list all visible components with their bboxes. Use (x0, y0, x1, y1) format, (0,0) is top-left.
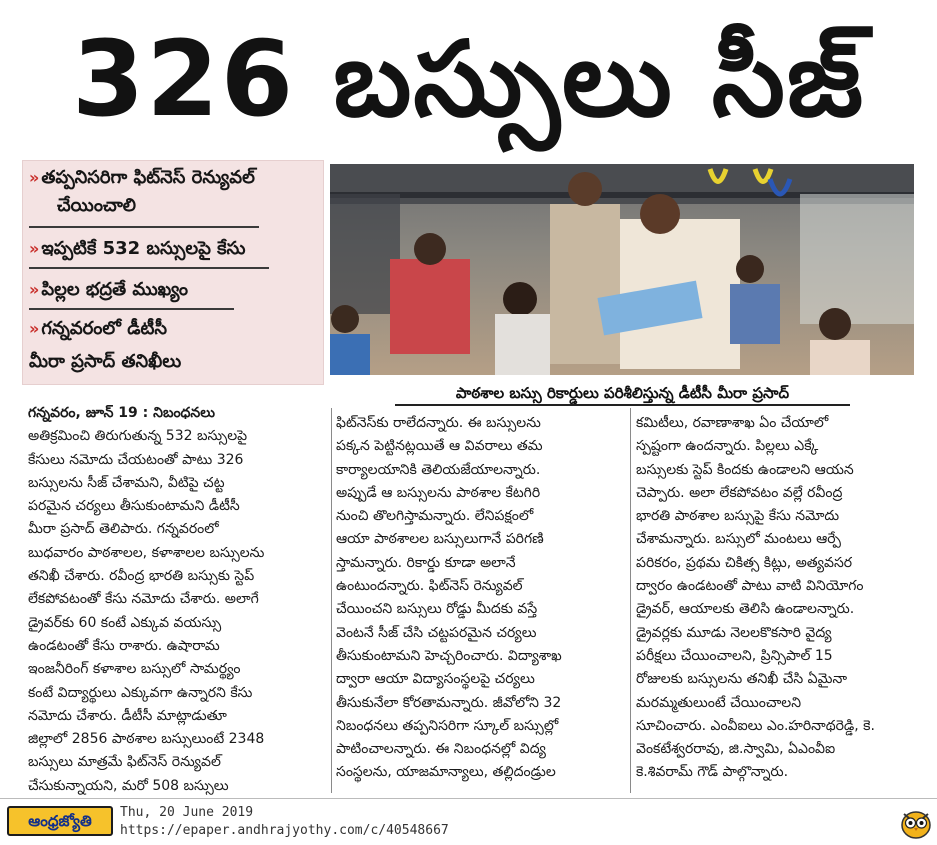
highlight-4-line1 (29, 318, 167, 343)
highlight-divider (29, 308, 234, 310)
article-line: కేసులు నమోదు చేయటంతో పాటు 326 (28, 451, 244, 468)
article-column-3 (636, 412, 921, 785)
highlights-box (22, 160, 324, 385)
highlight-text: తప్పనిసరిగా ఫిట్‌నెస్ రెన్యువల్ (41, 167, 255, 188)
article-line: బస్సులు మాత్రమే ఫిట్‌నెస్ రెన్యువల్ (28, 754, 221, 771)
double-arrow-bullet-icon: » (29, 239, 40, 258)
article-line: ఫిట్‌నెస్‌కు రాలేదన్నారు. ఈ బస్సులను (336, 415, 541, 431)
article-line: తీసుకుంటామని హెచ్చరించారు. విద్యాశాఖ (336, 647, 562, 664)
article-line: ఉండటంతో కేసు రాశారు. ఉషారామ (28, 637, 220, 654)
article-line: ఇంజనీరింగ్ కళాశాల బస్సులో సామర్థ్యం (28, 661, 241, 678)
article-line: వెంకటేశ్వరరావు, జి.స్వామి, ఏఎంవీఐ (636, 741, 836, 758)
photo-caption: పాఠశాల బస్సు రికార్డులు పరిశీలిస్తున్న డీటీసీ మీరా ప్రసాద్ (395, 380, 850, 406)
article-line: పరీక్షలు చేయించాలని, ప్రిన్సిపాల్ 15 (636, 647, 833, 664)
article-line: మరమ్మతులుంటే చేయించాలని (636, 694, 802, 711)
article-line: తనిఖీ చేశారు. రవీంద్ర భారతి బస్సుకు స్టెప్ (28, 568, 255, 585)
article-line: వెంటనే సీజ్ చేసి చట్టపరమైన చర్యలు (336, 624, 537, 641)
highlight-2 (29, 238, 245, 263)
article-line: బుధవారం పాఠశాలల, కళాశాలల బస్సులను (28, 544, 265, 561)
article-column-1 (28, 402, 326, 798)
article-line: సూచించారు. ఎంవీఐలు ఎం.హరినాథరెడ్డి, కె. (636, 717, 875, 734)
highlight-divider (29, 226, 259, 228)
article-line: అప్పుడే ఆ బస్సులను పాఠశాల కేటగిరి (336, 484, 541, 501)
article-line: కె.శివరామ్ గౌడ్ పాల్గొన్నారు. (636, 764, 789, 781)
article-line: కమిటీలు, రవాణాశాఖ ఏం చేయాలో (636, 415, 829, 431)
article-line: డ్రైవర్‌కు 60 కంటే ఎక్కువ వయస్సు (28, 614, 222, 631)
article-line: స్తామన్నారు. రికార్డు కూడా అలానే (336, 554, 516, 571)
article-line: పరమైన చర్యలు తీసుకుంటామని డీటీసీ (28, 498, 240, 515)
article-line: ఉంటుందన్నారు. ఫిట్‌నెస్ రెన్యువల్ (336, 578, 523, 595)
article-line: రోజులకు బస్సులను తనిఖీ చేసి ఏమైనా (636, 671, 847, 688)
highlight-text: ఇప్పటికే 532 బస్సులపై కేసు (41, 238, 246, 259)
highlight-text: పిల్లల భద్రతే ముఖ్యం (41, 279, 189, 300)
column-divider (630, 408, 631, 793)
news-photo (330, 164, 914, 375)
photo-illustration (330, 164, 914, 375)
article-line: నిబంధనలు తప్పనిసరిగా స్కూల్ బస్సుల్లో (336, 717, 559, 734)
article-line: బస్సులను సీజ్ చేశామని, వీటిపై చట్ట (28, 474, 225, 491)
article-line: గన్నవరం, జూన్ 19 : నిబంధనలు (28, 405, 216, 421)
article-line: జిల్లాలో 2856 పాఠశాల బస్సులుంటే 2348 (28, 731, 265, 748)
highlight-1-line2: చేయించాలి (57, 195, 137, 216)
article-line: ఆయా పాఠశాలల బస్సులుగానే పరిగణి (336, 531, 544, 548)
article-line: అతిక్రమించి తిరుగుతున్న 532 బస్సులపై (28, 428, 248, 445)
article-line: డ్రైవర్లకు మూడు నెలలకొకసారి వైద్య (636, 624, 832, 641)
article-line: ద్వారా ఆయా విద్యాసంస్థలపై చర్యలు (336, 671, 535, 688)
highlight-divider (29, 267, 269, 269)
footer-divider (0, 798, 937, 799)
owl-icon (899, 806, 933, 840)
article-line: భారతి పాఠశాల బస్సుపై కేసు నమోదు (636, 508, 840, 525)
article-column-2 (336, 412, 626, 785)
article-line: స్పష్టంగా ఉందన్నారు. పిల్లలు ఎక్కే (636, 438, 819, 455)
article-line: చేశామన్నారు. బస్సులో మంటలు ఆర్పే (636, 531, 841, 548)
article-line: సంస్థలను, యాజమాన్యాలు, తల్లిదండ్రుల (336, 764, 556, 781)
article-line: చేసుకున్నాయని, మరో 508 బస్సులు (28, 777, 229, 794)
article-line: కంటే విద్యార్థులు ఎక్కువగా ఉన్నారని కేసు (28, 684, 253, 701)
article-line: బస్సులకు స్టెప్ కిందకు ఉండాలని ఆయన (636, 461, 854, 478)
highlight-text: గన్నవరంలో డీటీసీ (41, 318, 168, 339)
edition-date: Thu, 20 June 2019 (120, 805, 254, 820)
headline: 326 బస్సులు సీజ్ (72, 18, 865, 140)
article-line: చెప్పారు. అలా లేకపోవటం వల్లే రవీంద్ర (636, 484, 843, 501)
double-arrow-bullet-icon: » (29, 168, 40, 187)
article-line: తీసుకునేలా కోరతామన్నారు. జీవోలోని 32 (336, 694, 562, 711)
highlight-1-line1 (29, 167, 255, 192)
article-line: కార్యాలయానికి తెలియజేయాలన్నారు. (336, 461, 541, 478)
article-line: పక్కన పెట్టినట్లయితే ఆ వివరాలు తమ (336, 438, 543, 455)
double-arrow-bullet-icon: » (29, 319, 40, 338)
article-line: పాటించాలన్నారు. ఈ నిబంధనల్లో విద్య (336, 741, 546, 758)
article-line: డ్రైవర్, ఆయాలకు తెలిసి ఉండాలన్నారు. (636, 601, 855, 618)
highlight-4-line2: మీరా ప్రసాద్ తనిఖీలు (29, 351, 182, 372)
article-line: నమోదు చేశారు. డీటీసీ మాట్లాడుతూ (28, 707, 227, 724)
article-line: చేయించని బస్సులు రోడ్డు మీదకు వస్తే (336, 601, 538, 618)
column-divider (331, 408, 332, 793)
article-line: ద్వారం ఉండటంతో పాటు వాటి వినియోగం (636, 578, 864, 595)
highlight-3 (29, 279, 188, 304)
article-line: నుంచి తొలగిస్తామన్నారు. లేనిపక్షంలో (336, 508, 534, 525)
newspaper-logo[interactable]: ఆంధ్రజ్యోతి (7, 806, 113, 836)
double-arrow-bullet-icon: » (29, 280, 40, 299)
article-line: లేకపోవటంతో కేసు నమోదు చేశారు. అలాగే (28, 591, 259, 608)
epaper-link[interactable]: https://epaper.andhrajyothy.com/c/40548667 (120, 823, 449, 838)
article-line: పరికరం, ప్రథమ చికిత్స కిట్లు, అత్యవసర (636, 554, 853, 571)
article-line: మీరా ప్రసాద్ తెలిపారు. గన్నవరంలో (28, 521, 219, 538)
